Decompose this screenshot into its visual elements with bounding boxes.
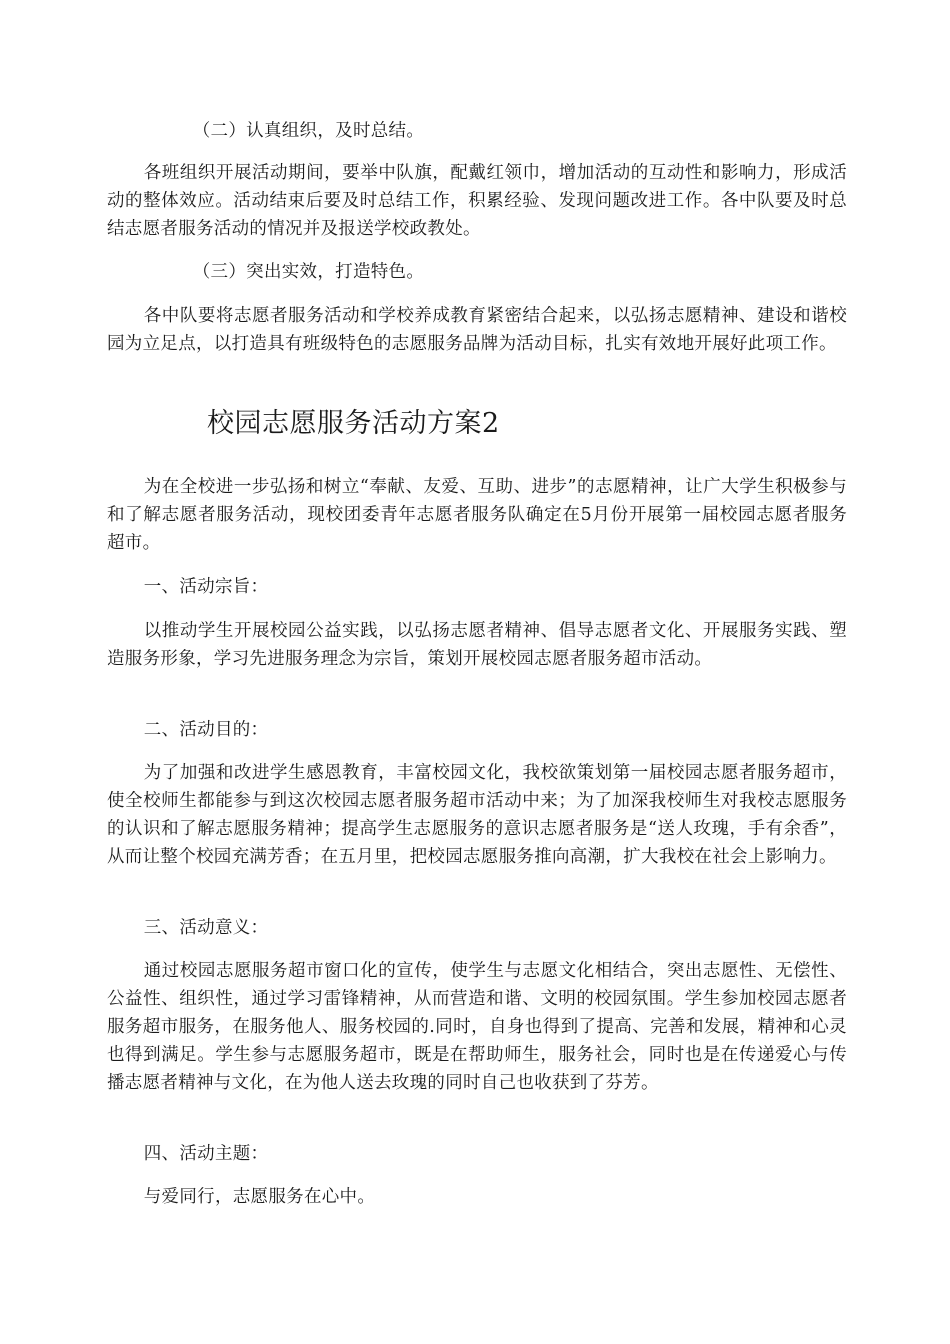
paragraph-purpose: 以推动学生开展校园公益实践，以弘扬志愿者精神、倡导志愿者文化、开展服务实践、塑造服务形象，学习先进服务理念为宗旨，策划开展校园志愿者服务超市活动。 [107,621,847,669]
document-title: 校园志愿服务活动方案2 [207,408,500,439]
heading-significance: 三、活动意义： [143,918,269,938]
section-heading-2: （二）认真组织，及时总结。 [192,121,425,141]
section-heading-3: （三）突出实效，打造特色。 [192,262,425,282]
section-paragraph-2: 各班组织开展活动期间，要举中队旗，配戴红领巾，增加活动的互动性和影响力，形成活动的整体效应。活动结束后要及时总结工作，积累经验、发现问题改进工作。各中队要及时总结志愿者服务活动的情况并及报送学校政教处。 [107,163,847,239]
paragraph-theme: 与爱同行，志愿服务在心中。 [143,1187,376,1207]
section-paragraph-3: 各中队要将志愿者服务活动和学校养成教育紧密结合起来，以弘扬志愿精神、建设和谐校园为立足点，以打造具有班级特色的志愿服务品牌为活动目标，扎实有效地开展好此项工作。 [107,306,847,354]
heading-purpose: 一、活动宗旨： [143,577,269,597]
intro-paragraph: 为在全校进一步弘扬和树立“奉献、友爱、互助、进步”的志愿精神，让广大学生积极参与和了解志愿者服务活动，现校团委青年志愿者服务队确定在5月份开展第一届校园志愿者服务超市。 [107,477,847,553]
paragraph-significance: 通过校园志愿服务超市窗口化的宣传，使学生与志愿文化相结合，突出志愿性、无偿性、公益性、组织性，通过学习雷锋精神，从而营造和谐、文明的校园氛围。学生参加校园志愿者服务超市服务，在服务他人、服务校园的.同时，自身也得到了提高、完善和发展，精神和心灵也得到满足。学生参与志愿服务超市，既是在帮助师生，服务社会，同时也是在传递爱心与传播志愿者精神与文化，在为他人送去玫瑰的同时自己也收获到了芬芳。 [107,961,847,1093]
heading-theme: 四、活动主题： [143,1144,269,1164]
heading-goal: 二、活动目的： [143,720,269,740]
paragraph-goal: 为了加强和改进学生感恩教育，丰富校园文化，我校欲策划第一届校园志愿者服务超市，使全校师生都能参与到这次校园志愿者服务超市活动中来；为了加深我校师生对我校志愿服务的认识和了解志愿服务精神；提高学生志愿服务的意识志愿者服务是“送人玫瑰，手有余香”，从而让整个校园充满芳香；在五月里，把校园志愿服务推向高潮，扩大我校在社会上影响力。 [107,763,847,867]
